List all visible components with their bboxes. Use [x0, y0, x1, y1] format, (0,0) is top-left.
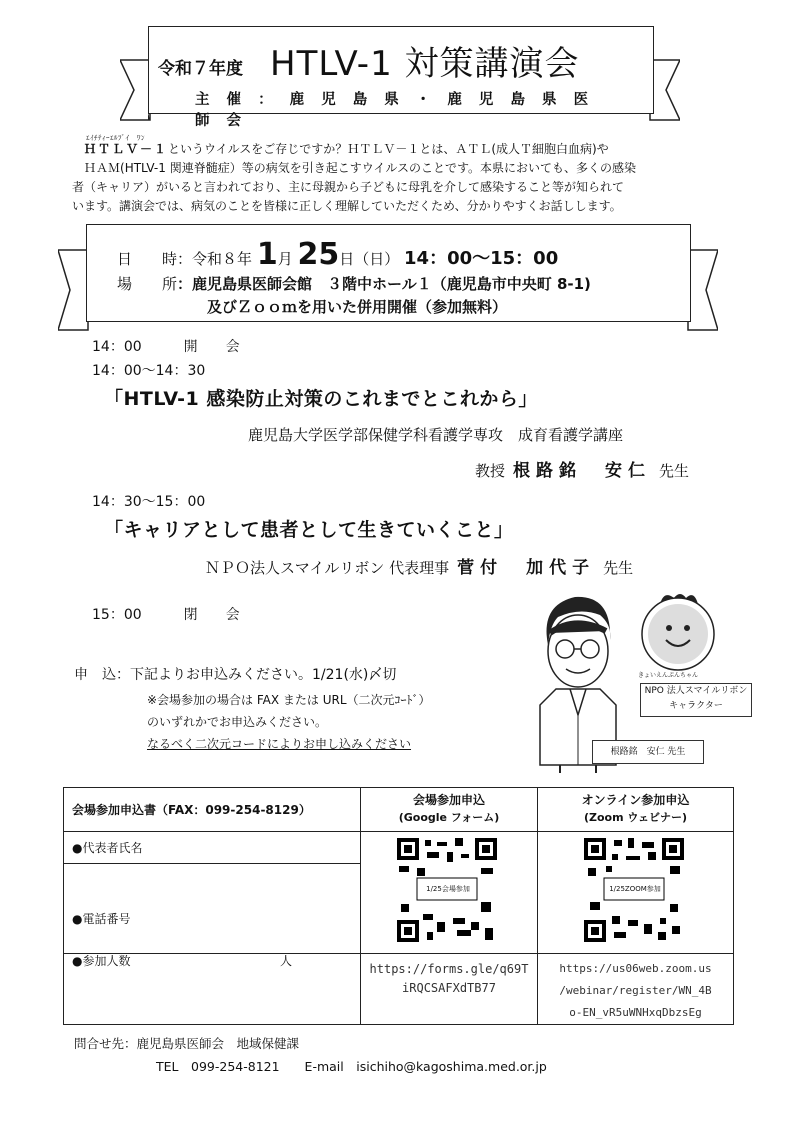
event-time: 14：00〜15：00	[404, 248, 559, 269]
zoom-header: オンライン参加申込 (Zoom ウェビナー)	[538, 788, 734, 832]
count-unit: 人	[280, 954, 293, 968]
phone-count-cell	[64, 864, 361, 968]
talk2-title: 「キャリアとして患者として生きていくこと」	[104, 519, 514, 541]
close-row: 15：00 閉 会	[92, 607, 240, 623]
contact-line2: TEL 099-254-8121 E-mail isichiho@kagoshima.med.or.jp	[156, 1059, 547, 1074]
page-title: HTLV-1 対策講演会	[270, 44, 580, 84]
event-box	[86, 224, 691, 322]
talk1-affiliation: 鹿児島大学医学部保健学科看護学専攻 成育看護学講座	[248, 426, 624, 444]
organizers: 主 催 ： 鹿 児 島 県 ・ 鹿 児 島 県 医 師 会	[195, 92, 595, 129]
google-url[interactable]: https://forms.gle/q69T iRQCSAFXdTB77	[361, 954, 538, 1025]
smile-ribbon-character	[634, 590, 724, 682]
contact-line1: 問合せ先：鹿児島県医師会 地域保健課	[74, 1036, 300, 1051]
doctor-caption: 根路銘 安仁 先生	[592, 740, 704, 764]
talk2-time: 14：30〜15：00	[92, 494, 206, 510]
apply-note3: なるべく二次元コードによりお申し込みください	[147, 737, 412, 751]
zoom-qr-cell	[538, 832, 734, 954]
apply-note1: ※会場参加の場合は FAX または URL（二次元ｺｰﾄﾞ）	[147, 693, 431, 707]
google-header: 会場参加申込 (Google フォーム)	[361, 788, 538, 832]
phone-field[interactable]: ●電話番号	[72, 912, 131, 926]
event-venue-online: 及びＺｏｏｍを用いた併用開催（参加無料）	[207, 298, 508, 316]
intro-ruby: ｴｲﾁﾃｨｰｴﾙﾌﾞｲ ﾜﾝ	[86, 134, 145, 142]
google-qr-label: 1/25会場参加	[426, 885, 470, 893]
character-caption: NPO 法人スマイルリボン キャラクター	[640, 683, 752, 717]
zoom-qr-label: 1/25ZOOM参加	[609, 885, 661, 893]
intro-text: ＨＴＬＶ－１というウイルスをご存じですか？ＨＴＬＶ－１とは、ＡＴＬ(成人Ｔ細胞白血病)や ＨＡＭ(HTLV-1 関連脊髄症）等の病気を引き起こすウイルスのことです。本県においても、多くの感染 者（キャリア）がいると言われており、主に母親から子どもに母乳を介して感染すること等が知られて います。講演会では、病気のことを皆様に正しく理解していただくため、分かりやすくお話しします。	[72, 142, 637, 213]
fax-header: 会場参加申込書（FAX：099-254-8129）	[64, 788, 361, 832]
title-prefix: 令和７年度	[158, 59, 243, 79]
rep-name-field[interactable]: ●代表者氏名	[64, 832, 361, 864]
talk2-speaker: ＮＰＯ法人スマイルリボン 代表理事 菅付 加代子 先生	[205, 558, 634, 578]
event-day: 25	[297, 237, 340, 272]
count-field[interactable]: ●参加人数	[72, 954, 131, 968]
apply-row: 申 込：下記よりお申込みください。1/21(水)〆切	[74, 667, 397, 683]
event-venue-row: 場 所：鹿児島県医師会館 ３階中ホール１（鹿児島市中央町 8-1)	[117, 275, 591, 293]
event-month: 1	[256, 237, 278, 272]
apply-note2: のいずれかでお申込みください。	[147, 715, 328, 729]
character-text: きょいえんぷんちゃん	[638, 672, 699, 679]
zoom-url[interactable]: https://us06web.zoom.us /webinar/register/WN_4B o-EN_vR5uWNHxqDbzsEg	[538, 954, 734, 1025]
talk1-title: 「HTLV-1 感染防止対策のこれまでとこれから」	[104, 388, 538, 410]
talk1-time: 14：00〜14：30	[92, 363, 206, 379]
talk1-speaker: 教授 根路銘 安仁 先生	[475, 461, 690, 481]
intro-term: ＨＴＬＶ－１	[84, 142, 169, 156]
event-date-row: 日 時：令和８年 1月 25日（日） 14：00〜15：00	[117, 237, 559, 272]
google-qr-cell	[361, 832, 538, 954]
application-form	[63, 787, 734, 1025]
open-row: 14：00 開 会	[92, 339, 240, 355]
